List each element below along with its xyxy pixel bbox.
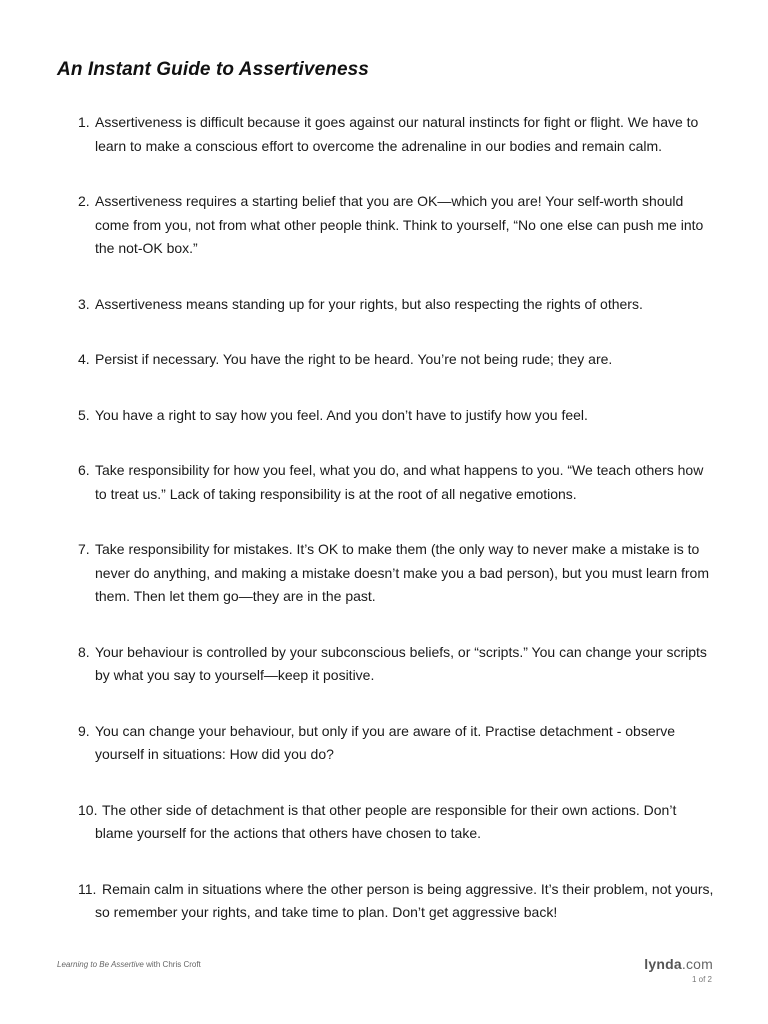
item-number: 9. (78, 722, 90, 739)
list-item (78, 404, 718, 428)
item-text: Persist if necessary. You have the right to be heard. You’re not being rude; they are. (95, 351, 613, 367)
page-title: An Instant Guide to Assertiveness (57, 59, 369, 80)
item-text: Assertiveness means standing up for your rights, but also respecting the rights of others. (95, 295, 643, 312)
numbered-list (78, 111, 718, 925)
item-text: You have a right to say how you feel. And you don’t have to justify how you feel. (95, 406, 588, 423)
item-text: Your behaviour is controlled by your subconscious beliefs, or “scripts.” You can change your scripts by what you say to yourself—keep it positive. (95, 643, 707, 683)
item-text: Take responsibility for how you feel, what you do, and what happens to you. “We teach others how to treat us.” Lack of taking responsibility is at the root of all negative emotions. (95, 462, 704, 502)
item-number: 1. (78, 114, 90, 130)
item-number: 5. (78, 406, 90, 423)
item-number: 8. (78, 643, 90, 660)
item-number: 2. (78, 193, 90, 209)
brand-name: lynda (644, 956, 682, 972)
list-item (78, 720, 718, 767)
item-number: 6. (78, 462, 90, 478)
item-text: Assertiveness requires a starting belief that you are OK—which you are! Your self-worth should come from you, not from what other people think. Think to yourself, “No one else can push me into the not-OK box.” (95, 193, 704, 256)
item-number: 3. (78, 295, 90, 312)
list-item (78, 641, 718, 688)
item-number: 11. (78, 880, 97, 897)
author-credit: with Chris Croft (143, 960, 201, 969)
list-item (78, 799, 718, 846)
brand-suffix: .com (681, 956, 713, 972)
item-number: 4. (78, 351, 90, 367)
list-item (78, 878, 718, 925)
list-item (78, 111, 718, 158)
item-number: 7. (78, 541, 90, 557)
item-text: You can change your behaviour, but only if you are aware of it. Practise detachment - observe yourself in situations: How did you do? (95, 722, 676, 762)
item-number: 10. (78, 801, 98, 818)
page-indicator: 1 of 2 (691, 975, 712, 984)
item-text: The other side of detachment is that other people are responsible for their own actions. Don’t blame yourself for the actions that others have chosen to take. (95, 801, 677, 841)
footer-course-credit (57, 960, 201, 969)
list-item (78, 538, 718, 609)
item-text: Take responsibility for mistakes. It’s OK to make them (the only way to never make a mistake is to never do anything, and making a mistake doesn’t make you a bad person), but you must learn from them. Then let them go—they are in the past. (95, 541, 710, 604)
course-title: Learning to Be Assertive (57, 960, 144, 969)
list-item (78, 190, 718, 261)
list-item (78, 293, 718, 317)
item-text: Remain calm in situations where the other person is being aggressive. It’s their problem, not yours, so remember your rights, and take time to plan. Don’t get aggressive back! (95, 880, 714, 920)
brand-logo (644, 956, 713, 972)
list-item (78, 348, 718, 372)
item-text: Assertiveness is difficult because it goes against our natural instincts for fight or flight. We have to learn to make a conscious effort to overcome the adrenaline in our bodies and remain calm. (95, 114, 699, 154)
list-item (78, 459, 718, 506)
